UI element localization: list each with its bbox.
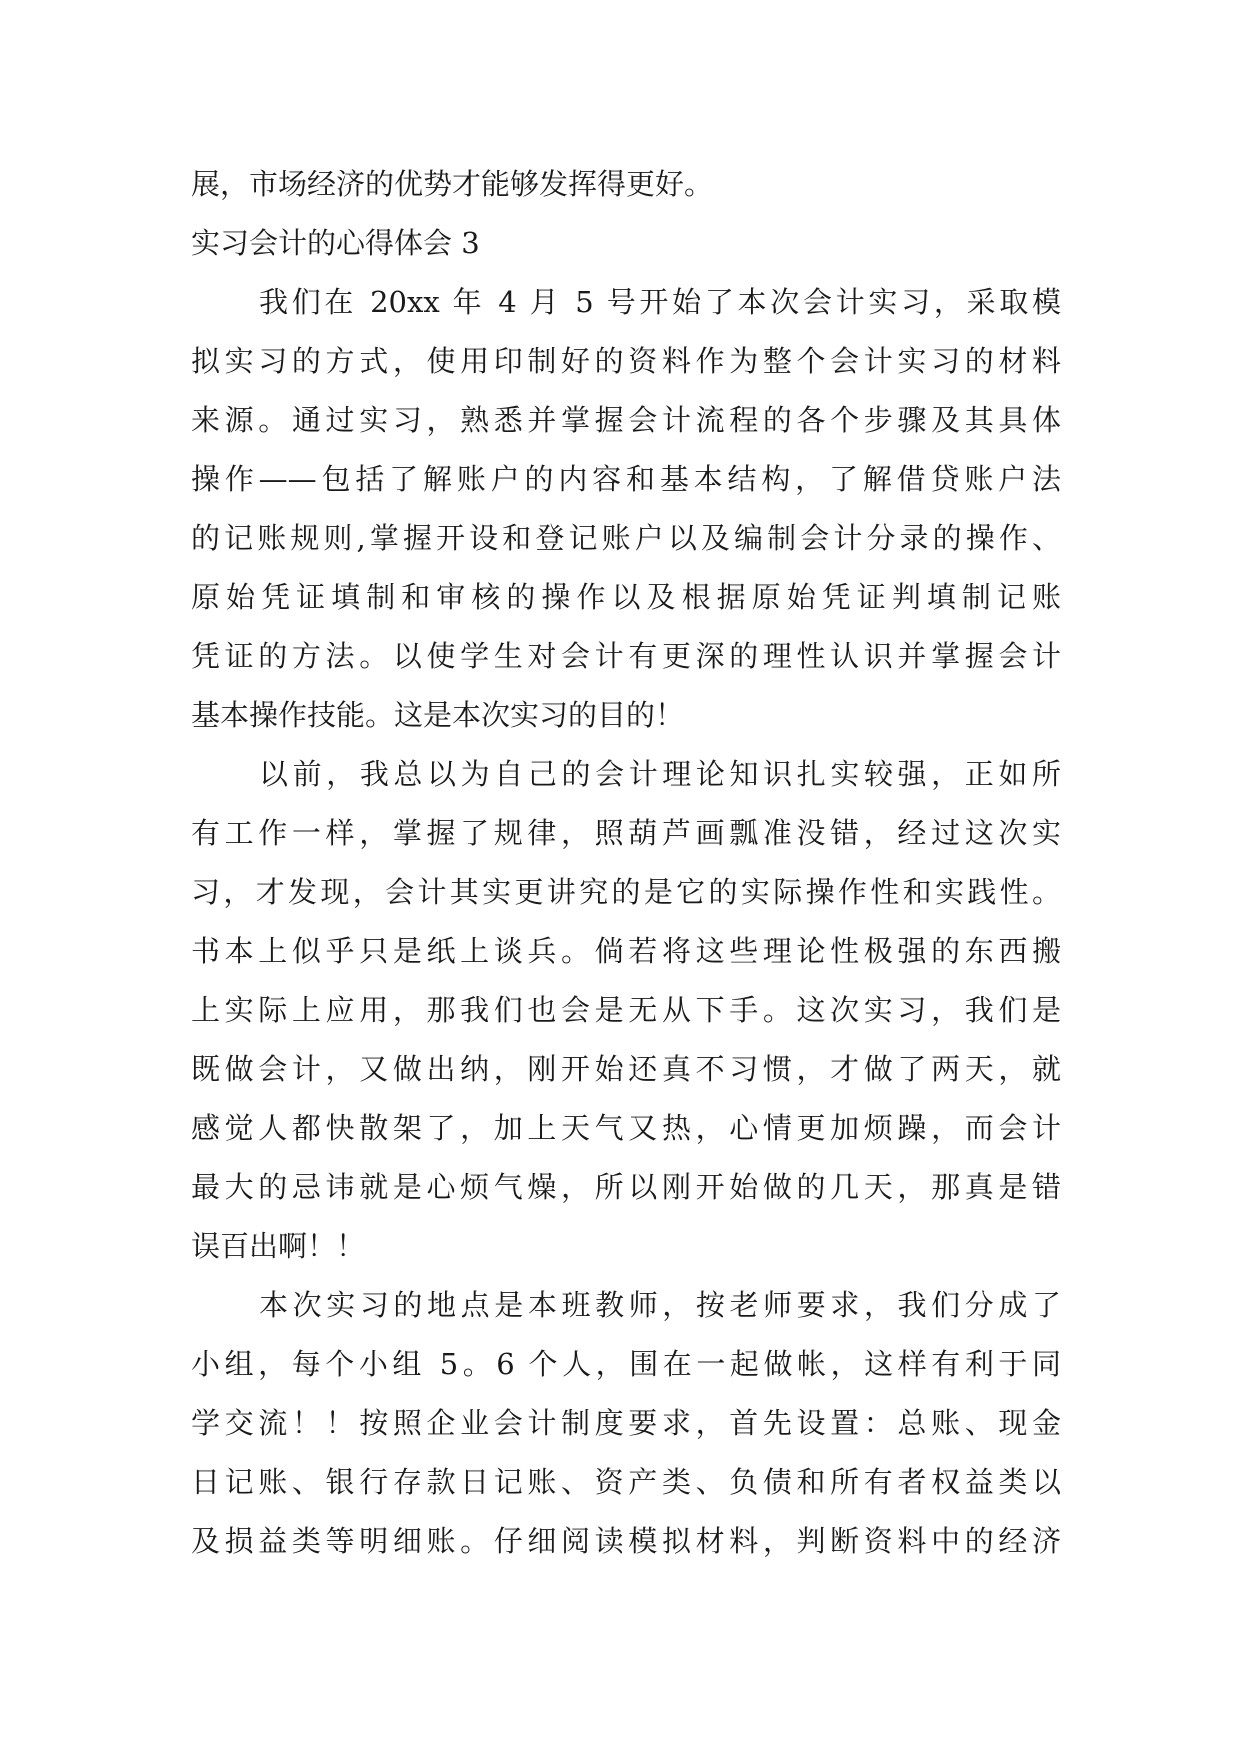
text-line: 操作——包括了解账户的内容和基本结构，了解借贷账户法 [191,462,1061,496]
text-line: 书本上似乎只是纸上谈兵。倘若将这些理论性极强的东西搬 [191,934,1061,968]
text-line: 基本操作技能。这是本次实习的目的！ [191,698,685,732]
text-line: 上实际上应用，那我们也会是无从下手。这次实习，我们是 [191,993,1061,1027]
text-line: 小组，每个小组 5。6 个人，围在一起做帐，这样有利于同 [191,1347,1061,1381]
text-line: 有工作一样，掌握了规律，照葫芦画瓢准没错，经过这次实 [191,816,1061,850]
text-line: 感觉人都快散架了，加上天气又热，心情更加烦躁，而会计 [191,1111,1061,1145]
text-line: 展，市场经济的优势才能够发挥得更好。 [191,167,714,201]
text-line: 来源。通过实习，熟悉并掌握会计流程的各个步骤及其具体 [191,403,1061,437]
text-line: 日记账、银行存款日记账、资产类、负债和所有者权益类以 [191,1465,1061,1499]
text-line: 拟实习的方式，使用印制好的资料作为整个会计实习的材料 [191,344,1061,378]
text-line: 凭证的方法。以使学生对会计有更深的理性认识并掌握会计 [191,639,1061,673]
text-line: 以前，我总以为自己的会计理论知识扎实较强，正如所 [259,757,1061,791]
text-line: 及损益类等明细账。仔细阅读模拟材料，判断资料中的经济 [191,1524,1061,1558]
text-line: 原始凭证填制和审核的操作以及根据原始凭证判填制记账 [191,580,1061,614]
text-line: 最大的忌讳就是心烦气燥，所以刚开始做的几天，那真是错 [191,1170,1061,1204]
document-body [191,155,1061,1571]
text-line: 的记账规则,掌握开设和登记账户以及编制会计分录的操作、 [191,521,1061,555]
text-line: 学交流！！按照企业会计制度要求，首先设置：总账、现金 [191,1406,1061,1440]
section-heading: 实习会计的心得体会 3 [191,226,480,260]
text-line: 我们在 20xx 年 4 月 5 号开始了本次会计实习，采取模 [259,285,1061,319]
text-line: 误百出啊！！ [191,1229,366,1263]
text-line: 习，才发现，会计其实更讲究的是它的实际操作性和实践性。 [191,875,1061,909]
text-line: 既做会计，又做出纳，刚开始还真不习惯，才做了两天，就 [191,1052,1061,1086]
text-line: 本次实习的地点是本班教师，按老师要求，我们分成了 [259,1288,1061,1322]
